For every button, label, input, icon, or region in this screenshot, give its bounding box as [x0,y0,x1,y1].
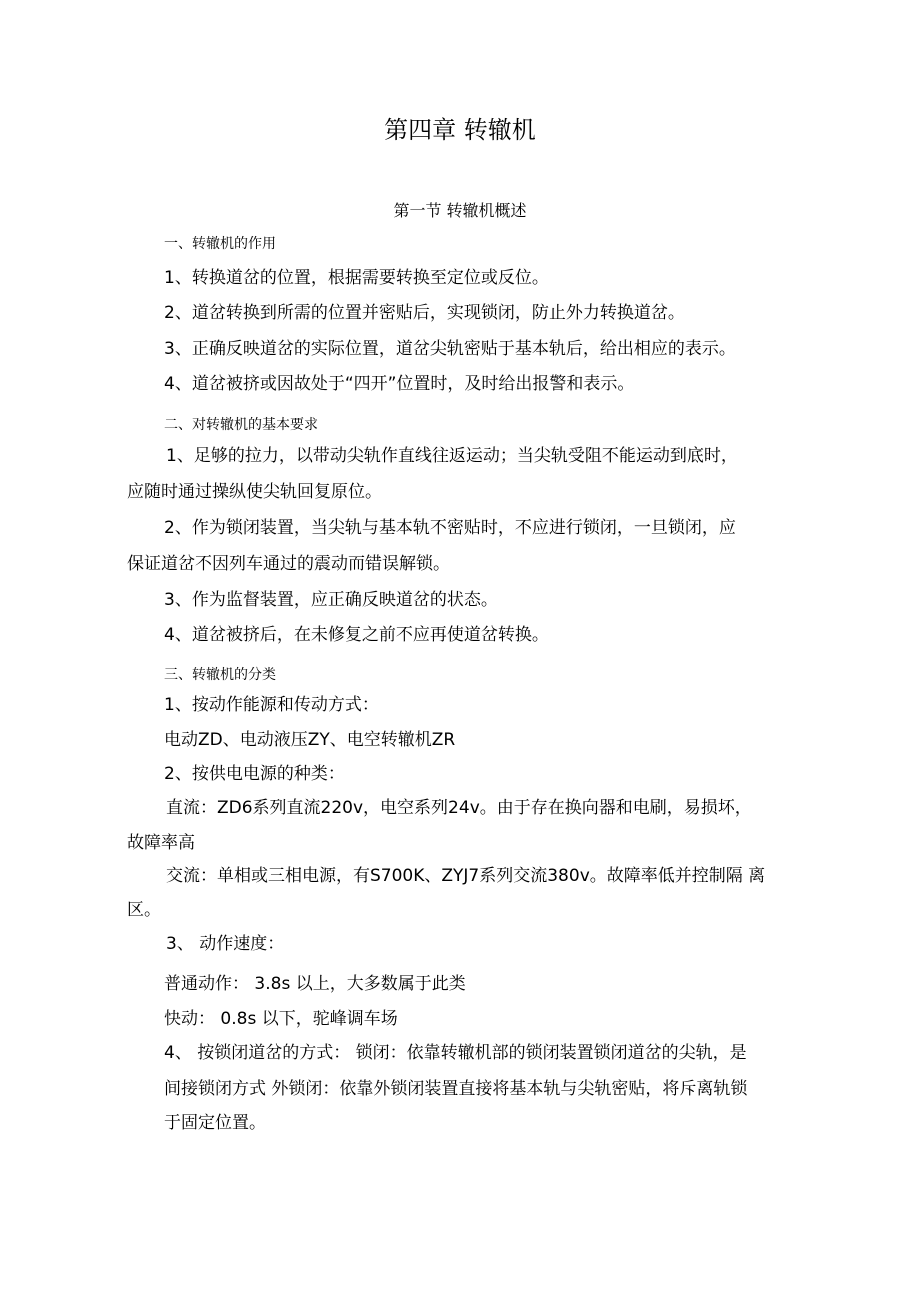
section-title: 第一节 转辙机概述 [393,201,527,220]
part2-item2-line2: 保证道岔不因列车通过的震动而错误解锁。 [127,554,450,574]
part2-item1-line1: 1、足够的拉力，以带动尖轨作直线往返运动；当尖轨受阻不能运动到底时， [166,446,738,466]
chapter-title: 第四章 转辙机 [384,116,536,144]
part1-item-4: 4、道岔被挤或因故处于“四开”位置时，及时给出报警和表示。 [164,374,635,394]
part2-item2-line1: 2、作为锁闭装置，当尖轨与基本轨不密贴时，不应进行锁闭，一旦锁闭，应 [164,518,736,538]
class4-line3: 于固定位置。 [164,1113,266,1133]
class3-normal: 普通动作： 3.8s 以上，大多数属于此类 [164,974,466,994]
class2-ac-line2: 区。 [127,900,161,920]
part2-heading: 二、对转辙机的基本要求 [164,417,318,433]
class4-line1: 4、 按锁闭道岔的方式： 锁闭：依靠转辙机部的锁闭装置锁闭道岔的尖轨，是 [164,1043,747,1063]
part2-item-3: 3、作为监督装置，应正确反映道岔的状态。 [164,590,498,610]
class4-line2: 间接锁闭方式 外锁闭：依靠外锁闭装置直接将基本轨与尖轨密贴，将斥离轨锁 [164,1079,748,1099]
class2-ac-line1: 交流：单相或三相电源，有S700K、ZYJ7系列交流380v。故障率低并控制隔 离 [166,866,766,886]
part1-heading: 一、转辙机的作用 [164,236,276,252]
class2-dc-line2: 故障率高 [127,833,195,853]
class2-dc-line1: 直流：ZD6系列直流220v，电空系列24v。由于存在换向器和电刷，易损坏， [166,798,752,818]
class1-text: 电动ZD、电动液压ZY、电空转辙机ZR [164,730,456,750]
class2-title: 2、按供电电源的种类： [164,764,345,784]
part2-item-4: 4、道岔被挤后，在未修复之前不应再使道岔转换。 [164,625,549,645]
class3-title: 3、 动作速度： [166,934,285,954]
class3-fast: 快动： 0.8s 以下，驼峰调车场 [164,1009,398,1029]
part3-heading: 三、转辙机的分类 [164,667,276,683]
part2-item1-line2: 应随时通过操纵使尖轨回复原位。 [127,482,382,502]
part1-item-3: 3、正确反映道岔的实际位置，道岔尖轨密贴于基本轨后，给出相应的表示。 [164,339,736,359]
part1-item-1: 1、转换道岔的位置，根据需要转换至定位或反位。 [164,268,549,288]
part1-item-2: 2、道岔转换到所需的位置并密贴后，实现锁闭，防止外力转换道岔。 [164,303,685,323]
class1-title: 1、按动作能源和传动方式： [164,695,379,715]
